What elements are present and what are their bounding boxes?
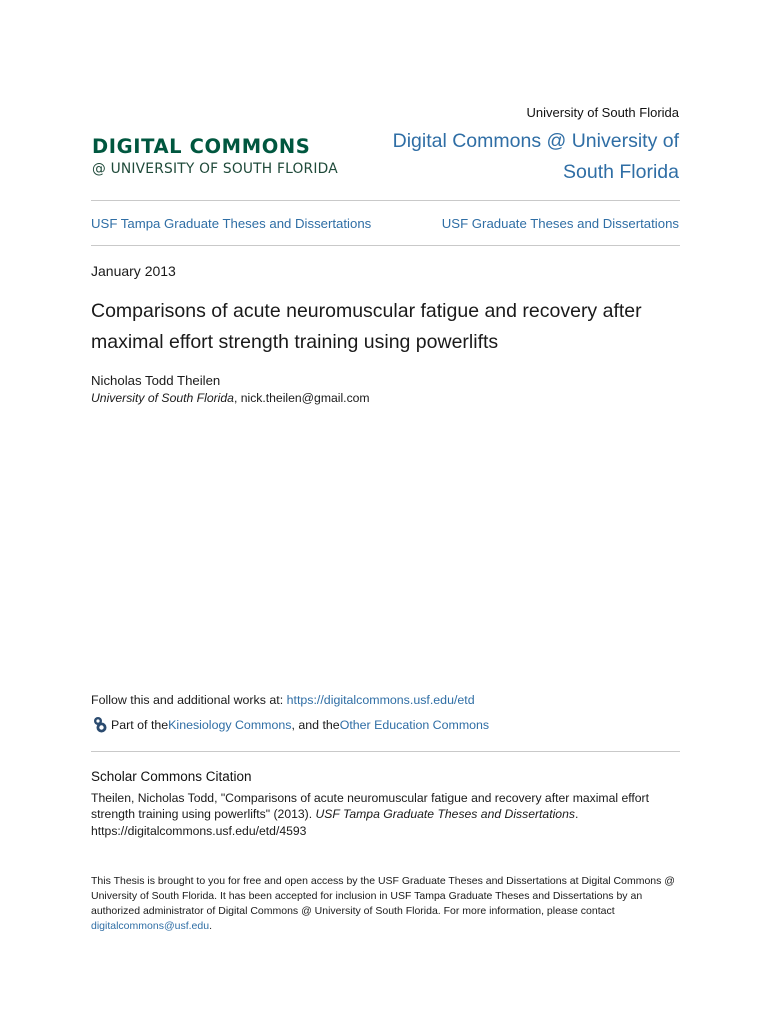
- affiliation-name: University of South Florida: [91, 391, 234, 405]
- part-of-mid: , and the: [291, 718, 340, 732]
- repository-link-line1: Digital Commons @ University of: [392, 130, 679, 152]
- thesis-title: Comparisons of acute neuromuscular fatigue and recovery after maximal effort strength training using powerlifts: [91, 300, 642, 353]
- divider: [91, 200, 680, 201]
- notice-text: This Thesis is brought to you for free and open access by the USF Graduate Theses and Dissertations at Digital Commons @ University of South Florida. It has been accepted for inclusion in USF Tampa Graduate Theses and Dissertations by an authorized administrator of Digital Commons @ University of South Florida. For more information, please contact: [91, 875, 675, 917]
- kinesiology-commons-link[interactable]: Kinesiology Commons: [168, 718, 292, 732]
- publication-date: January 2013: [91, 263, 176, 279]
- university-name: University of South Florida: [526, 105, 679, 120]
- citation-main: Theilen, Nicholas Todd, "Comparisons of acute neuromuscular fatigue and recovery after maximal effort strength training using powerlifts" (2013).: [91, 791, 650, 822]
- repository-link-line2: South Florida: [563, 161, 679, 183]
- citation-text: [91, 790, 681, 839]
- citation-period: .: [574, 807, 579, 822]
- etd-collection-link[interactable]: https://digitalcommons.usf.edu/etd: [286, 693, 475, 707]
- bepress-network-icon[interactable]: [91, 716, 109, 734]
- logo-wordmark: DIGITAL COMMONS: [92, 135, 311, 158]
- digital-commons-logo[interactable]: [92, 136, 338, 178]
- part-of-line: [91, 716, 489, 734]
- notice-end: .: [209, 920, 212, 932]
- repository-link[interactable]: [359, 126, 679, 188]
- collection-link-graduate[interactable]: USF Graduate Theses and Dissertations: [441, 216, 679, 231]
- author-email: , nick.theilen@gmail.com: [233, 391, 370, 405]
- divider: [91, 751, 680, 752]
- follow-label: Follow this and additional works at:: [91, 693, 287, 707]
- collection-link-tampa[interactable]: USF Tampa Graduate Theses and Dissertations: [91, 216, 372, 231]
- access-notice: [91, 874, 681, 934]
- other-education-commons-link[interactable]: Other Education Commons: [339, 718, 490, 732]
- part-of-prefix: Part of the: [111, 718, 169, 732]
- citation-series: USF Tampa Graduate Theses and Dissertations: [315, 807, 575, 822]
- author-name: Nicholas Todd Theilen: [91, 373, 221, 388]
- contact-email-link[interactable]: digitalcommons@usf.edu: [91, 920, 210, 932]
- author-affiliation: [91, 391, 370, 405]
- divider: [91, 245, 680, 246]
- citation-heading: Scholar Commons Citation: [91, 769, 252, 784]
- citation-url: https://digitalcommons.usf.edu/etd/4593: [91, 823, 307, 838]
- logo-subtitle: @ UNIVERSITY OF SOUTH FLORIDA: [92, 161, 338, 177]
- follow-line: [91, 693, 475, 707]
